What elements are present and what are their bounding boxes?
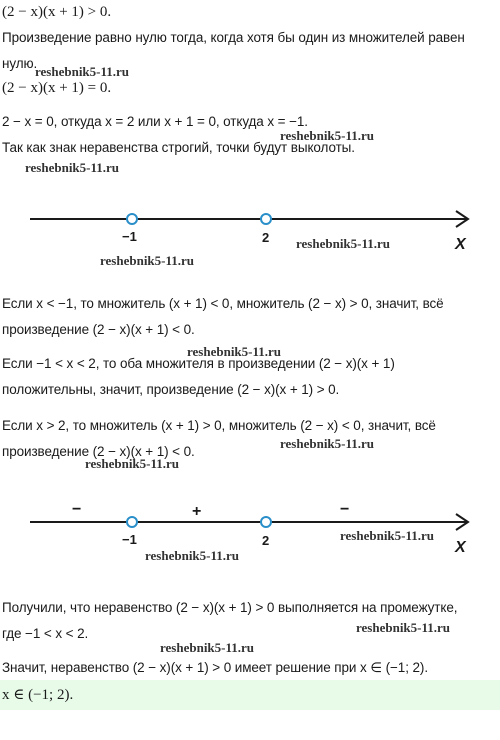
watermark: reshebnik5-11.ru — [296, 236, 391, 251]
sign-right: − — [340, 501, 350, 518]
watermark: reshebnik5-11.ru — [35, 64, 130, 79]
watermark: reshebnik5-11.ru — [145, 548, 240, 563]
answer-text: x ∈ (−1; 2). — [2, 687, 74, 703]
roots-line: 2 − x = 0, откуда x = 2 или x + 1 = 0, откуда x = −1. — [2, 114, 308, 129]
explanation-line: нулю. — [2, 56, 38, 71]
case-line: произведение (2 − x)(x + 1) < 0. — [2, 322, 195, 337]
open-point-minus-one — [127, 214, 137, 224]
sign-middle: + — [192, 503, 202, 520]
tick-label-two: 2 — [262, 230, 270, 245]
watermark: reshebnik5-11.ru — [25, 160, 120, 175]
watermark: reshebnik5-11.ru — [85, 456, 180, 471]
tick-label-two: 2 — [262, 533, 270, 548]
watermark: reshebnik5-11.ru — [187, 344, 282, 359]
watermark: reshebnik5-11.ru — [160, 640, 255, 655]
watermark: reshebnik5-11.ru — [356, 620, 451, 635]
conclusion-line: где −1 < x < 2. — [2, 626, 89, 641]
open-point-two — [261, 214, 271, 224]
number-line-1 — [0, 195, 500, 260]
open-point-minus-one — [127, 517, 137, 527]
explanation-line: Так как знак неравенства строгий, точки будут выколоты. — [2, 140, 355, 155]
axis-label-x: X — [455, 539, 466, 556]
watermark: reshebnik5-11.ru — [280, 436, 375, 451]
conclusion-line: Значит, неравенство (2 − x)(x + 1) > 0 имеет решение при x ∈ (−1; 2). — [2, 660, 428, 675]
watermark: reshebnik5-11.ru — [340, 528, 435, 543]
answer-box — [0, 680, 500, 710]
conclusion-line: Получили, что неравенство (2 − x)(x + 1) > 0 выполняется на промежутке, — [2, 600, 458, 615]
inequality-line: (2 − x)(x + 1) > 0. — [2, 4, 112, 20]
explanation-line: Произведение равно нулю тогда, когда хотя бы один из множителей равен — [2, 30, 465, 45]
case-line: Если x < −1, то множитель (x + 1) < 0, множитель (2 − x) > 0, значит, всё — [2, 296, 444, 311]
open-point-two — [261, 517, 271, 527]
watermark: reshebnik5-11.ru — [280, 128, 375, 143]
tick-label-minus-one: −1 — [122, 229, 137, 244]
case-line: произведение (2 − x)(x + 1) < 0. — [2, 444, 195, 459]
case-line: Если −1 < x < 2, то оба множителя в произведении (2 − x)(x + 1) — [2, 356, 395, 371]
watermark: reshebnik5-11.ru — [100, 253, 195, 268]
equation-line: (2 − x)(x + 1) = 0. — [2, 80, 112, 96]
case-line: Если x > 2, то множитель (x + 1) > 0, множитель (2 − x) < 0, значит, всё — [2, 418, 436, 433]
case-line: положительны, значит, произведение (2 − x)(x + 1) > 0. — [2, 382, 340, 397]
axis-label-x: X — [455, 236, 466, 253]
tick-label-minus-one: −1 — [122, 532, 137, 547]
sign-left: − — [72, 501, 82, 518]
